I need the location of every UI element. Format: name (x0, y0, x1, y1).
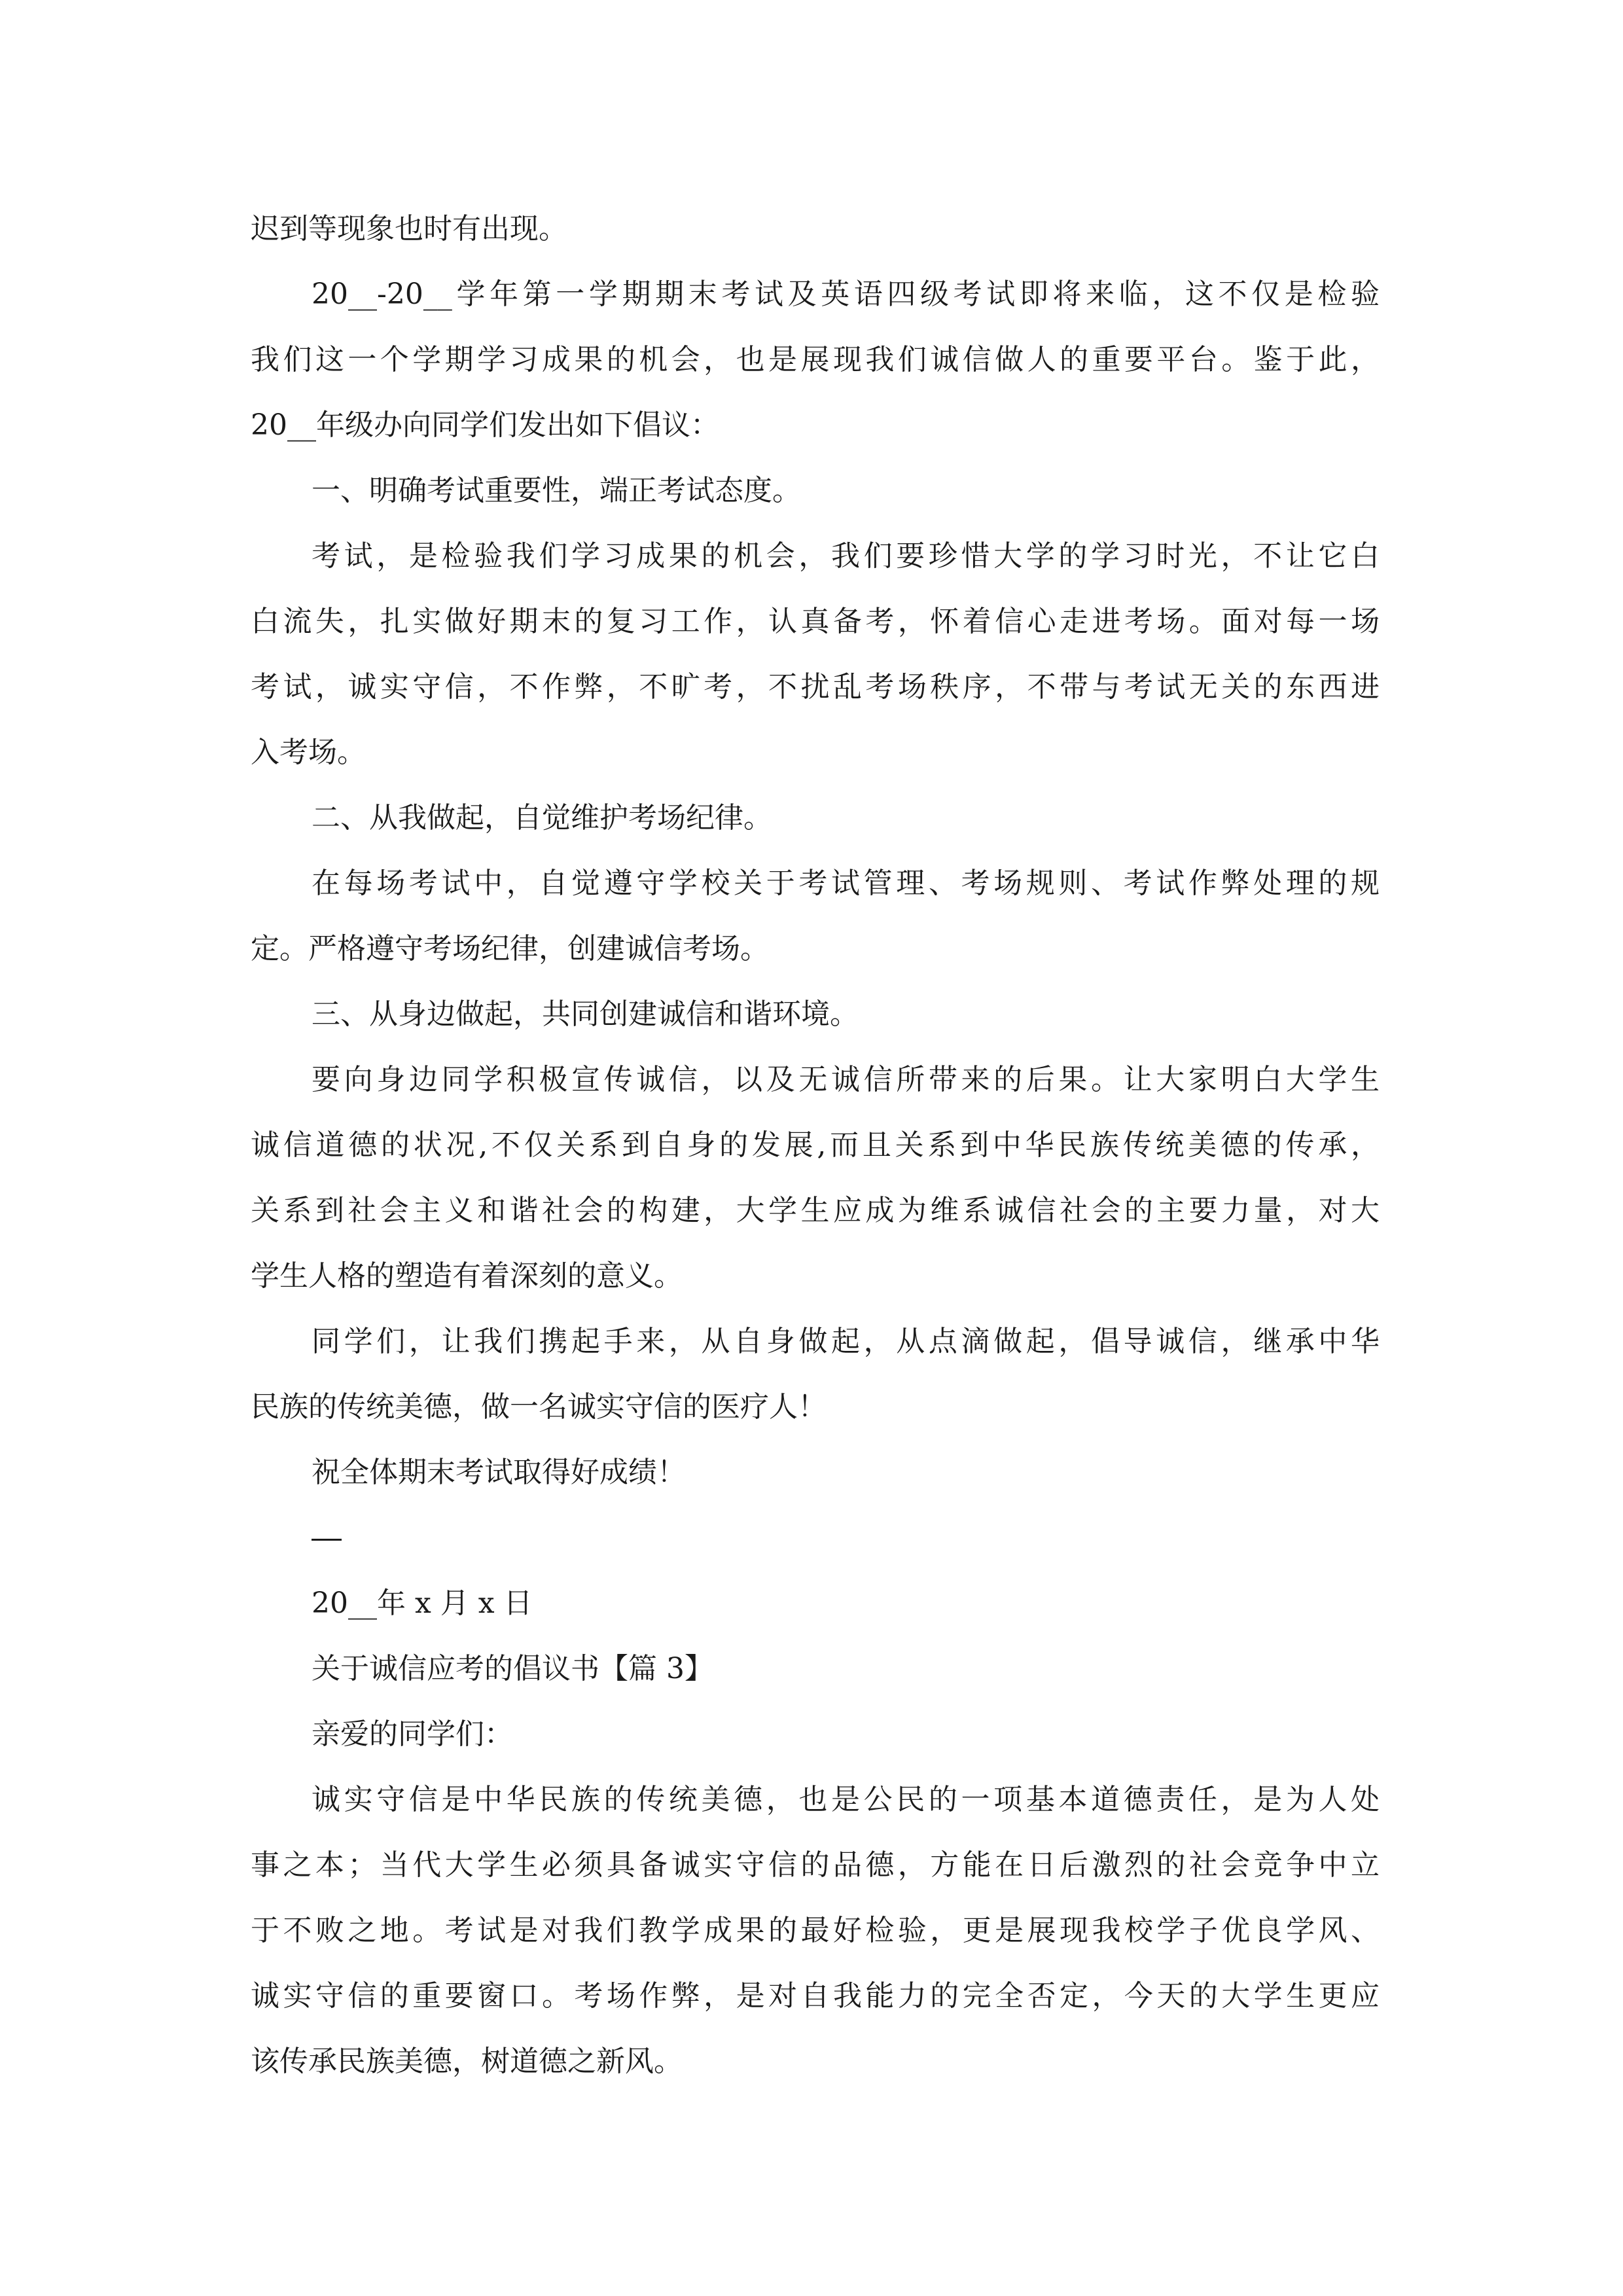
closing-wish: 祝全体期末考试取得好成绩！ (312, 1456, 686, 1489)
heading-item-3: 三、从身边做起，共同创建诚信和谐环境。 (312, 997, 859, 1031)
text-line: 诚实守信是中华民族的传统美德，也是公民的一项基本道德责任，是为人处 (312, 1783, 1380, 1816)
text-line: 我们这一个学期学习成果的机会，也是展现我们诚信做人的重要平台。鉴于此， (251, 343, 1380, 376)
text-line: 考试，诚实守信，不作弊，不旷考，不扰乱考场秩序，不带与考试无关的东西进 (251, 670, 1380, 704)
body-text-part-1 (251, 196, 1380, 1505)
text-line: 迟到等现象也时有出现。 (251, 212, 567, 245)
heading-item-1: 一、明确考试重要性，端正考试态度。 (312, 474, 801, 507)
signature-date: 20__年 x 月 x 日 (312, 1587, 533, 1620)
text-line: 考试，是检验我们学习成果的机会，我们要珍惜大学的学习时光，不让它白 (312, 539, 1380, 573)
text-line: 同学们，让我们携起手来，从自身做起，从点滴做起，倡导诚信，继承中华 (312, 1325, 1380, 1358)
text-line: 事之本；当代大学生必须具备诚实守信的品德，方能在日后激烈的社会竞争中立 (251, 1848, 1380, 1882)
text-line: 要向身边同学积极宣传诚信，以及无诚信所带来的后果。让大家明白大学生 (312, 1063, 1380, 1096)
text-line: 在每场考试中，自觉遵守学校关于考试管理、考场规则、考试作弊处理的规 (312, 867, 1380, 900)
greeting: 亲爱的同学们： (312, 1717, 513, 1751)
text-line: 定。严格遵守考场纪律，创建诚信考场。 (251, 932, 769, 965)
section-3 (251, 1636, 1380, 2094)
signature-block (251, 1505, 1380, 1636)
text-line: 白流失，扎实做好期末的复习工作，认真备考，怀着信心走进考场。面对每一场 (251, 605, 1380, 638)
signature-dash (251, 1505, 1380, 1571)
text-line: 20__年级办向同学们发出如下倡议： (251, 408, 719, 442)
text-line: 20__-20__学年第一学期期末考试及英语四级考试即将来临，这不仅是检验 (312, 278, 1380, 311)
text-line: 入考场。 (251, 736, 366, 769)
section-title: 关于诚信应考的倡议书【篇 3】 (312, 1652, 713, 1685)
document-body (251, 196, 1380, 2094)
text-line: 诚实守信的重要窗口。考场作弊，是对自我能力的完全否定，今天的大学生更应 (251, 1979, 1380, 2013)
text-line: 该传承民族美德，树道德之新风。 (251, 2045, 683, 2078)
text-line: 学生人格的塑造有着深刻的意义。 (251, 1259, 683, 1293)
text-line: 诚信道德的状况,不仅关系到自身的发展,而且关系到中华民族传统美德的传承， (251, 1128, 1380, 1162)
text-line: 关系到社会主义和谐社会的构建，大学生应成为维系诚信社会的主要力量，对大 (251, 1194, 1380, 1227)
text-line: 民族的传统美德，做一名诚实守信的医疗人！ (251, 1390, 827, 1424)
heading-item-2: 二、从我做起，自觉维护考场纪律。 (312, 801, 772, 834)
text-line: 于不败之地。考试是对我们教学成果的最好检验，更是展现我校学子优良学风、 (251, 1914, 1380, 1947)
